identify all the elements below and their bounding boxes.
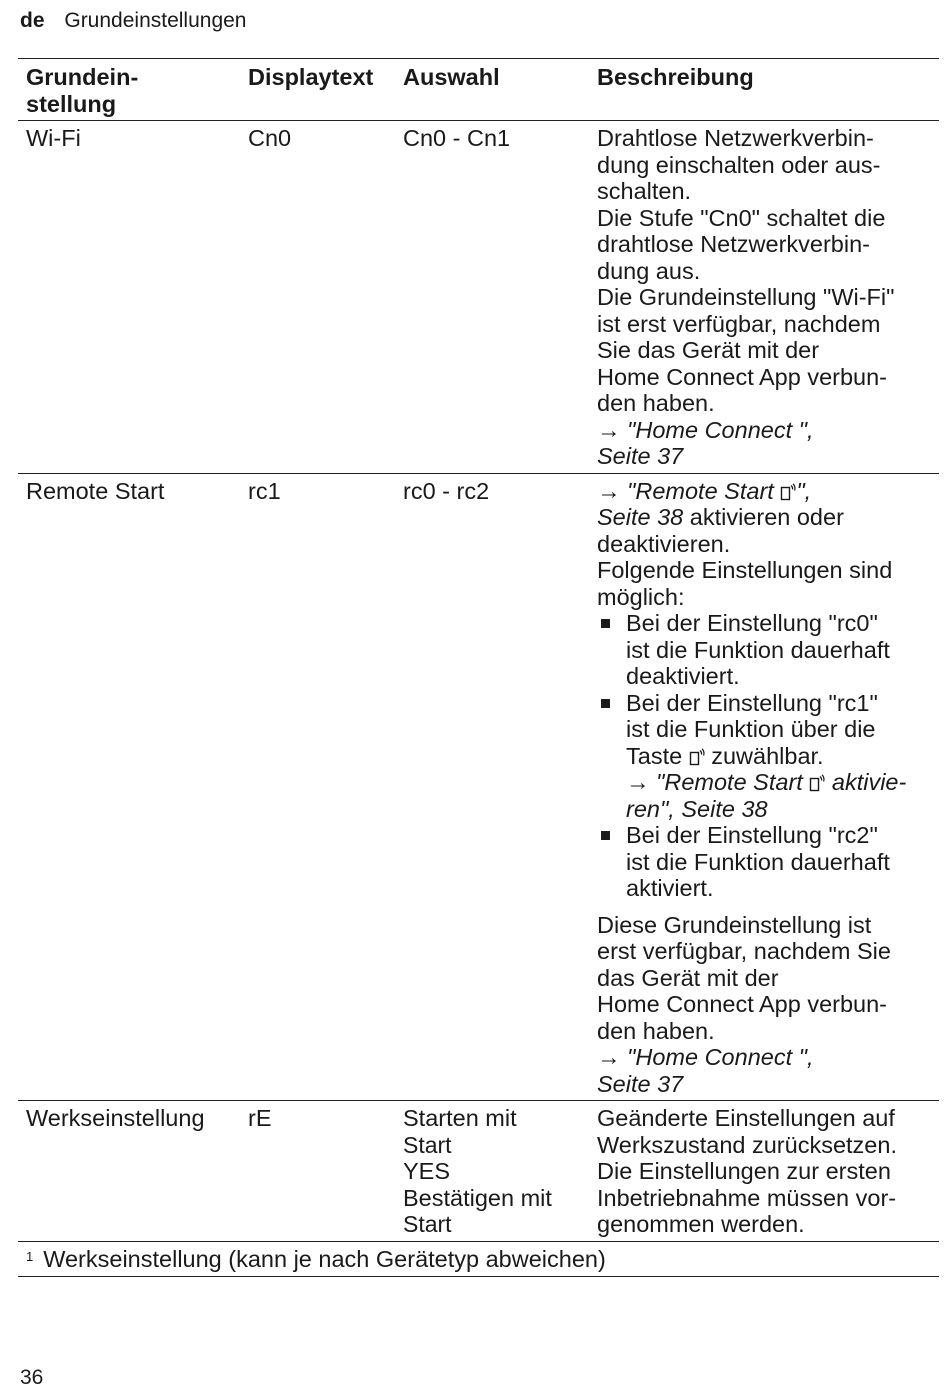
col-header-setting: Grundein- stellung <box>18 59 240 121</box>
selection: Cn0 - Cn1 <box>395 121 589 474</box>
cross-reference-link[interactable]: → "Home Connect ", <box>597 416 814 443</box>
start-key-label: Start <box>403 1131 452 1158</box>
cross-reference-page[interactable]: Seite 37 <box>597 1070 684 1097</box>
display-text: rc1 <box>240 473 395 1101</box>
arrow-right-icon: → <box>597 1044 621 1070</box>
display-text: Cn0 <box>240 121 395 474</box>
footnote-mark: 1 <box>26 1248 34 1264</box>
cross-reference-link[interactable]: → "Home Connect ", <box>597 1044 814 1070</box>
description: → "Remote Start ", Seite 38 aktivieren oder deaktivieren. Folgende Einstellungen sind möglich: Bei der Einstellung "rc0" ist die Funktion dauerhaft deaktiviert. Bei der Einstellung "rc1" ist die Funktion über die Taste zuwählbar. → "Remote Start aktivie- ren", Seite 38 Bei der Einstellung "rc2" ist die Funktion dauerhaft aktiviert. Diese Grundeinstellung ist erst verfügbar, nachdem Sie das Gerät mit der Home Connect App verbun- den haben. → "Home Connect ", Seite 37 <box>589 473 939 1101</box>
footnote-text: Werkseinstellung (kann je nach Gerätetyp abweichen) <box>43 1245 606 1272</box>
page-header <box>20 9 247 33</box>
language-code: de <box>20 9 45 32</box>
cross-reference-link[interactable]: → "Remote Start ", <box>597 477 812 504</box>
list-item: Bei der Einstellung "rc1" ist die Funktion über die Taste zuwählbar. → "Remote Start aktivie- ren", Seite 38 <box>597 690 937 823</box>
remote-start-icon <box>689 748 705 766</box>
arrow-right-icon: → <box>597 416 621 443</box>
cross-reference-page[interactable]: Seite 37 <box>597 443 684 469</box>
arrow-right-icon: → <box>597 477 621 504</box>
table-row-wifi <box>18 121 939 474</box>
remote-start-icon <box>809 774 825 792</box>
setting-name: Remote Start <box>18 473 240 1101</box>
start-key-label: Start <box>403 1211 452 1237</box>
setting-name: Wi-Fi <box>18 121 240 474</box>
list-item: Bei der Einstellung "rc0" ist die Funktion dauerhaft deaktiviert. <box>597 610 937 690</box>
table-footnote <box>18 1241 939 1277</box>
list-item: Bei der Einstellung "rc2" ist die Funktion dauerhaft aktiviert. <box>597 822 937 902</box>
selection: rc0 - rc2 <box>395 473 589 1101</box>
table-header-row <box>18 59 939 121</box>
table-row-factory-reset <box>18 1101 939 1242</box>
settings-table <box>18 58 939 1277</box>
arrow-right-icon: → <box>626 769 650 795</box>
col-header-display: Displaytext <box>240 59 395 121</box>
cross-reference-page[interactable]: Seite 38 <box>597 504 684 530</box>
cross-reference-link[interactable]: → "Remote Start aktivie- <box>626 769 907 795</box>
display-text: rE <box>240 1101 395 1242</box>
col-header-selection: Auswahl <box>395 59 589 121</box>
page-number: 36 <box>20 1366 44 1389</box>
description: Drahtlose Netzwerkverbin- dung einschalten oder aus- schalten. Die Stufe "Cn0" schaltet die drahtlose Netzwerkverbin- dung aus. Die Grundeinstellung "Wi-Fi" ist erst verfügbar, nachdem Sie das Gerät mit der Home Connect App verbun- den haben. → "Home Connect ", Seite 37 <box>589 121 939 474</box>
options-list <box>597 610 937 902</box>
col-header-description: Beschreibung <box>589 59 939 121</box>
selection: Starten mit Start YES Bestätigen mit Start <box>395 1101 589 1242</box>
description: Geänderte Einstellungen auf Werkszustand zurücksetzen. Die Einstellungen zur ersten Inbetriebnahme müssen vor- genommen werden. <box>589 1101 939 1242</box>
remote-start-icon <box>780 483 796 501</box>
table-row-remote-start <box>18 473 939 1101</box>
setting-name: Werkseinstellung <box>18 1101 240 1242</box>
cross-reference-page[interactable]: ren", Seite 38 <box>626 795 768 822</box>
section-title: Grundeinstellungen <box>64 9 247 32</box>
